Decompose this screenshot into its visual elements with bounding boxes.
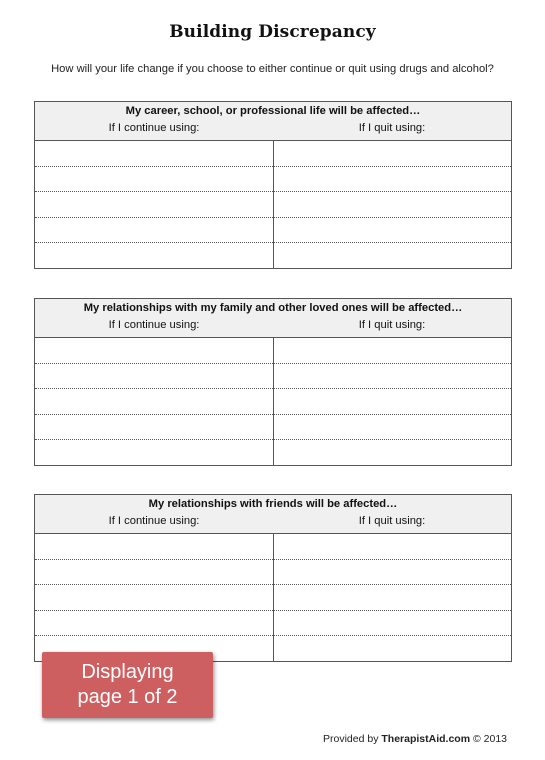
continue-column bbox=[35, 534, 274, 661]
quit-label: If I quit using: bbox=[358, 319, 426, 331]
answer-line[interactable] bbox=[35, 364, 273, 390]
quit-column bbox=[274, 534, 512, 661]
continue-label: If I continue using: bbox=[108, 319, 200, 331]
answer-line[interactable] bbox=[35, 585, 273, 611]
section-career bbox=[34, 101, 512, 269]
answer-line[interactable] bbox=[35, 243, 273, 268]
page-subtitle: How will your life change if you choose to either continue or quit using drugs and alcohol? bbox=[51, 63, 494, 75]
section-family bbox=[34, 298, 512, 466]
page-title: Building Discrepancy bbox=[169, 22, 376, 42]
answer-line[interactable] bbox=[35, 167, 273, 193]
banner-line-1: Displaying bbox=[81, 661, 174, 683]
answer-line[interactable] bbox=[35, 560, 273, 586]
footer-credit bbox=[323, 733, 507, 745]
answer-line[interactable] bbox=[274, 167, 512, 193]
footer-copyright: © 2013 bbox=[472, 733, 507, 745]
section-title: My career, school, or professional life will be affected… bbox=[125, 105, 421, 117]
quit-column bbox=[274, 338, 512, 465]
answer-line[interactable] bbox=[35, 534, 273, 560]
answer-line[interactable] bbox=[274, 636, 512, 661]
answer-line[interactable] bbox=[274, 141, 512, 167]
quit-label: If I quit using: bbox=[358, 515, 426, 527]
quit-column bbox=[274, 141, 512, 268]
footer-prefix: Provided by bbox=[323, 733, 379, 745]
quit-label: If I quit using: bbox=[358, 122, 426, 134]
footer-brand-link[interactable]: TherapistAid.com bbox=[381, 733, 471, 745]
banner-line-2: page 1 of 2 bbox=[77, 686, 178, 708]
answer-grid bbox=[35, 338, 511, 465]
answer-line[interactable] bbox=[35, 192, 273, 218]
continue-label: If I continue using: bbox=[108, 515, 200, 527]
answer-line[interactable] bbox=[274, 560, 512, 586]
section-friends bbox=[34, 494, 512, 662]
page-indicator-banner bbox=[42, 652, 213, 718]
continue-column bbox=[35, 141, 274, 268]
continue-label: If I continue using: bbox=[108, 122, 200, 134]
answer-line[interactable] bbox=[274, 534, 512, 560]
answer-line[interactable] bbox=[35, 389, 273, 415]
answer-line[interactable] bbox=[274, 338, 512, 364]
answer-line[interactable] bbox=[274, 192, 512, 218]
answer-line[interactable] bbox=[274, 585, 512, 611]
answer-line[interactable] bbox=[35, 611, 273, 637]
answer-line[interactable] bbox=[274, 364, 512, 390]
answer-line[interactable] bbox=[274, 611, 512, 637]
continue-column bbox=[35, 338, 274, 465]
answer-line[interactable] bbox=[35, 218, 273, 244]
section-header bbox=[35, 495, 511, 534]
answer-line[interactable] bbox=[35, 440, 273, 465]
section-title: My relationships with friends will be affected… bbox=[148, 498, 398, 510]
answer-line[interactable] bbox=[35, 415, 273, 441]
answer-line[interactable] bbox=[35, 141, 273, 167]
answer-line[interactable] bbox=[35, 338, 273, 364]
section-header bbox=[35, 299, 511, 338]
answer-line[interactable] bbox=[274, 440, 512, 465]
answer-line[interactable] bbox=[274, 243, 512, 268]
section-header bbox=[35, 102, 511, 141]
answer-line[interactable] bbox=[274, 389, 512, 415]
section-title: My relationships with my family and other loved ones will be affected… bbox=[83, 302, 463, 314]
answer-grid bbox=[35, 141, 511, 268]
answer-line[interactable] bbox=[274, 415, 512, 441]
answer-grid bbox=[35, 534, 511, 661]
answer-line[interactable] bbox=[274, 218, 512, 244]
